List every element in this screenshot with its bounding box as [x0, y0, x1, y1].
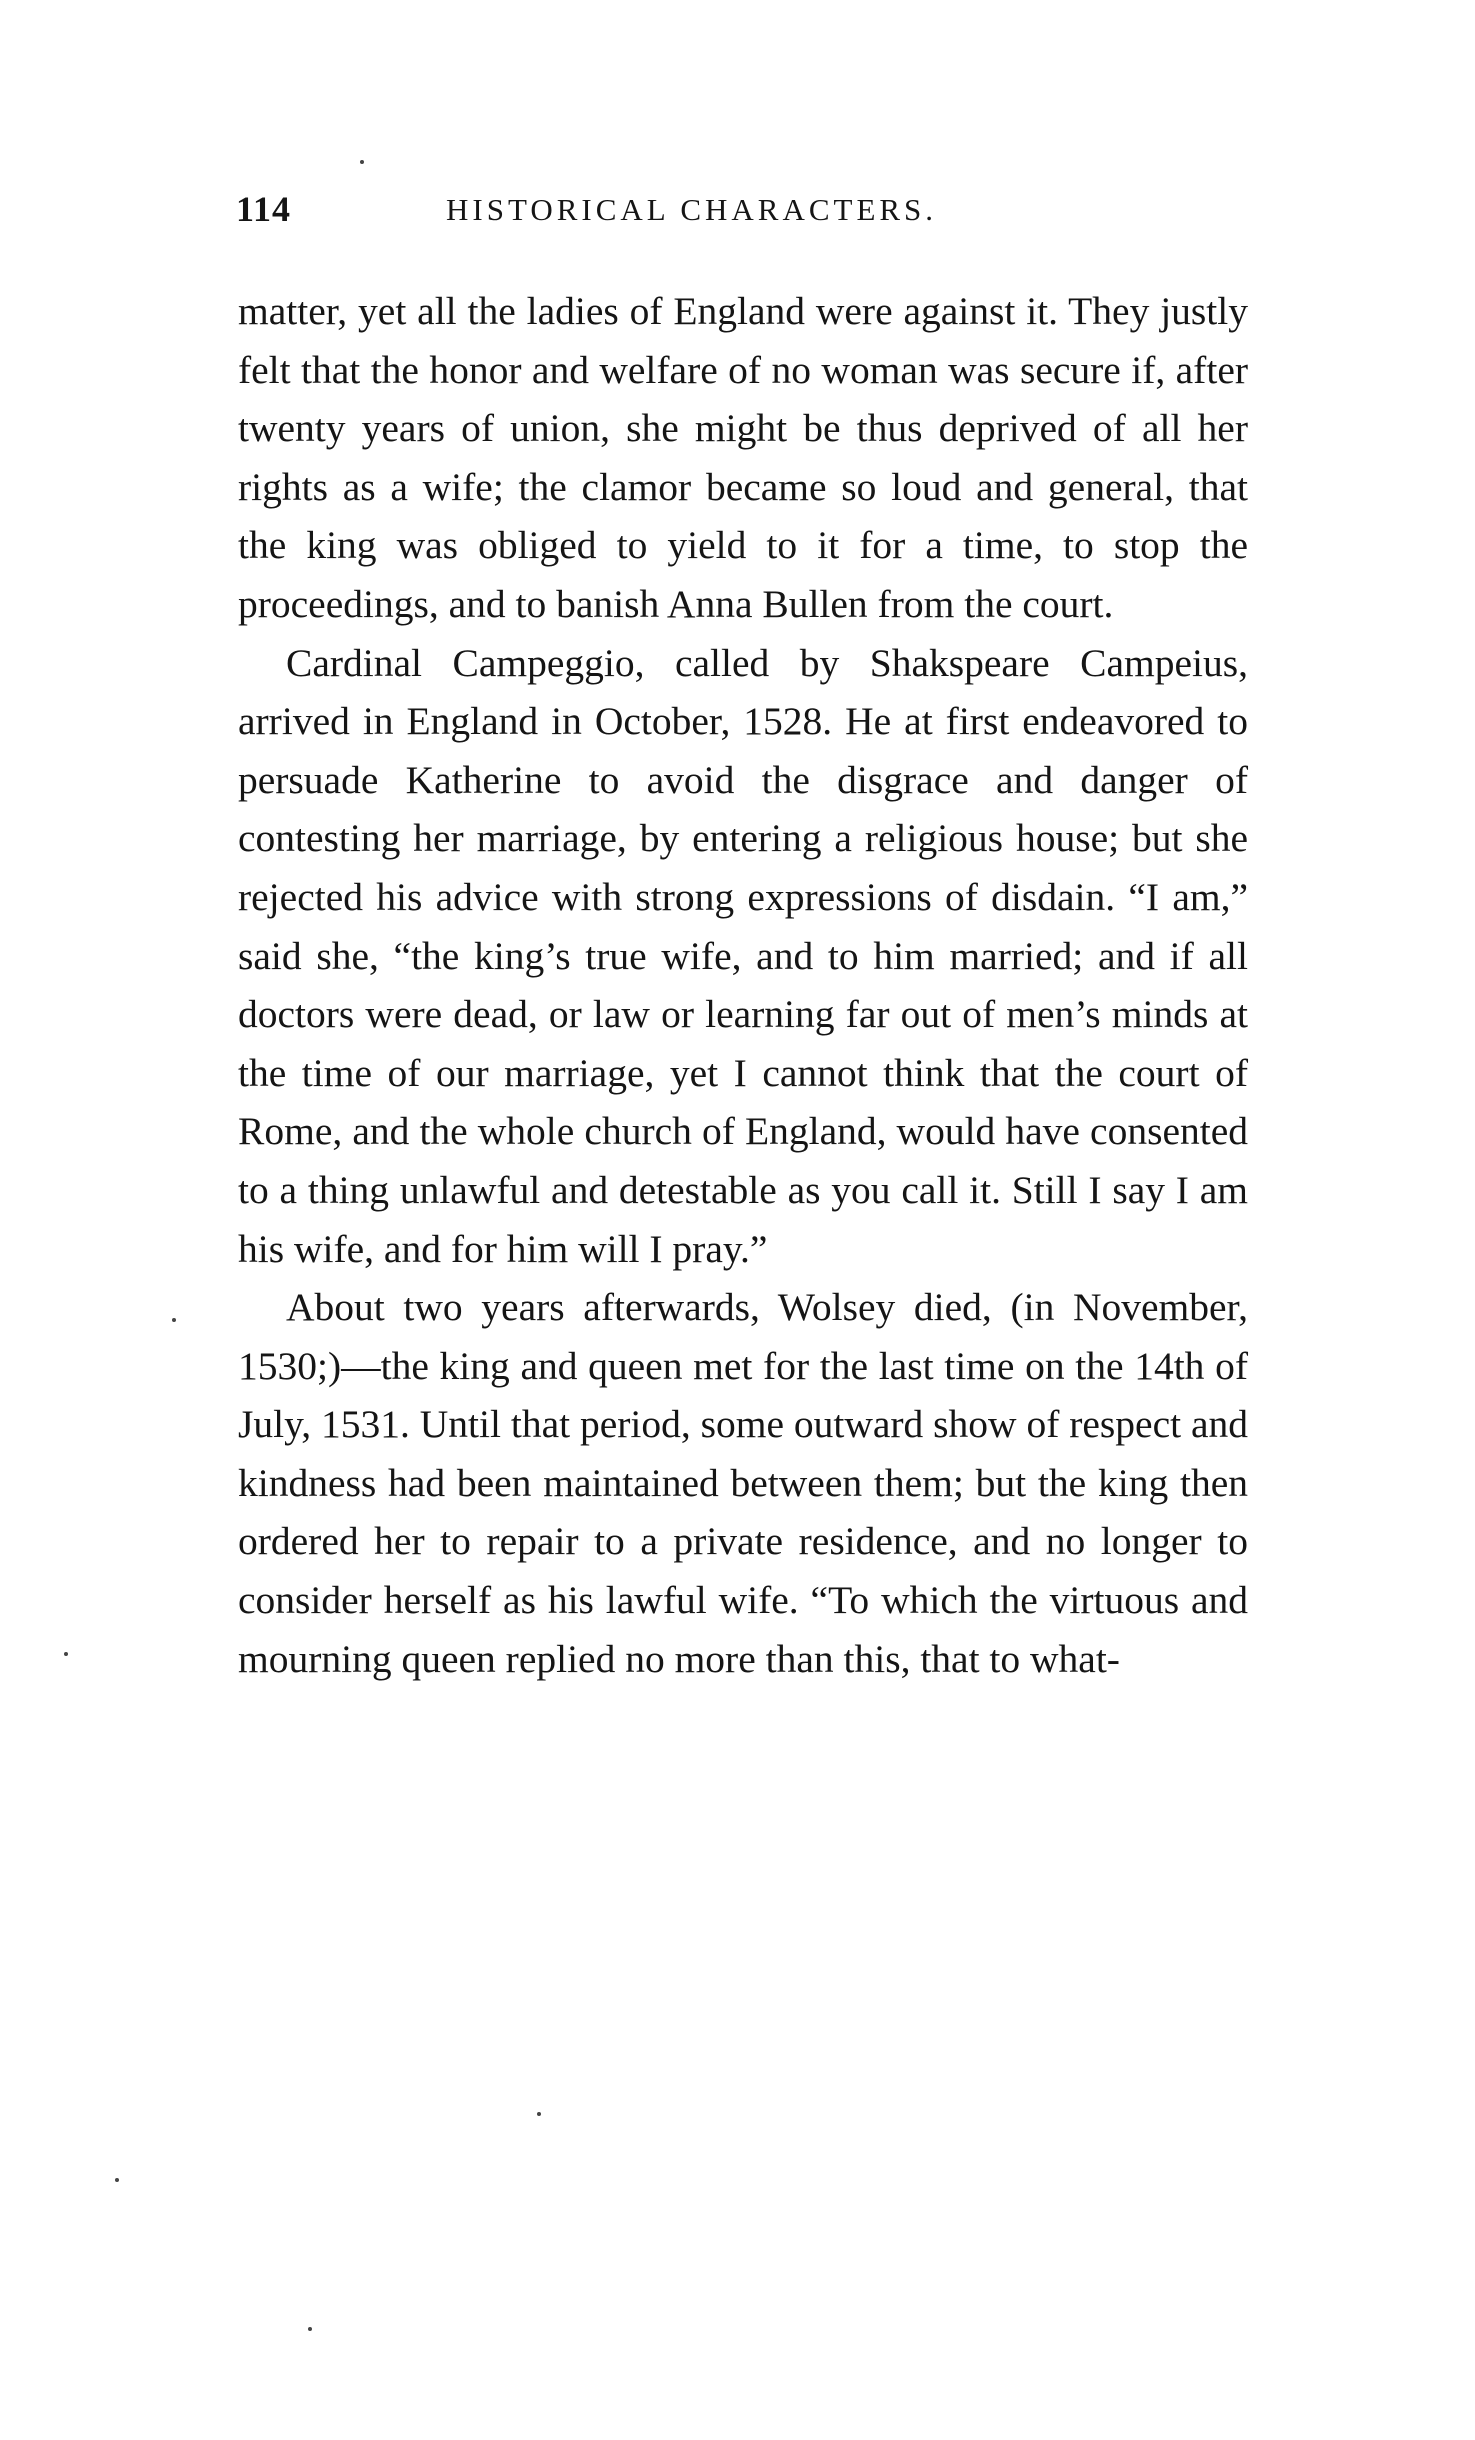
running-head: [236, 188, 1256, 248]
running-head-title: HISTORICAL CHARACTERS.: [446, 192, 938, 227]
scan-speck: [537, 2112, 541, 2116]
scan-speck: [308, 2327, 312, 2331]
scan-speck: [360, 160, 364, 164]
scan-speck: [172, 1318, 176, 1322]
scan-speck: [115, 2178, 119, 2182]
paragraph-2: Cardinal Campeggio, called by Shakspeare Campeius, arrived in England in October, 1528. He at first endeavored to persuade Katherine to avoid the disgrace and danger of contesting her marriage, by entering a religious house; but she rejected his advice with strong expressions of disdain. “I am,” said she, “the king’s true wife, and to him married; and if all doctors were dead, or law or learning far out of men’s minds at the time of our marriage, yet I cannot think that the court of Rome, and the whole church of England, would have consented to a thing unlawful and detestable as you call it. Still I say I am his wife, and for him will I pray.”: [238, 640, 1248, 1271]
paragraph-1: matter, yet all the ladies of England were against it. They justly felt that the honor and welfare of no woman was secure if, after twenty years of union, she might be thus deprived of all her rights as a wife; the clamor became so loud and general, that the king was obliged to yield to it for a time, to stop the proceedings, and to banish Anna Bullen from the court.: [238, 289, 1248, 626]
paragraph-3: About two years afterwards, Wolsey died, (in November, 1530;)—the king and queen met for the last time on the 14th of July, 1531. Until that period, some outward show of respect and kindness had been maintained between them; but the king then ordered her to repair to a private residence, and no longer to consider herself as his lawful wife. “To which the virtuous and mourning queen replied no more than this, that to what-: [238, 1285, 1248, 1681]
page-number: 114: [236, 189, 292, 229]
scan-speck: [64, 1652, 68, 1656]
body-text: [238, 282, 1248, 1688]
